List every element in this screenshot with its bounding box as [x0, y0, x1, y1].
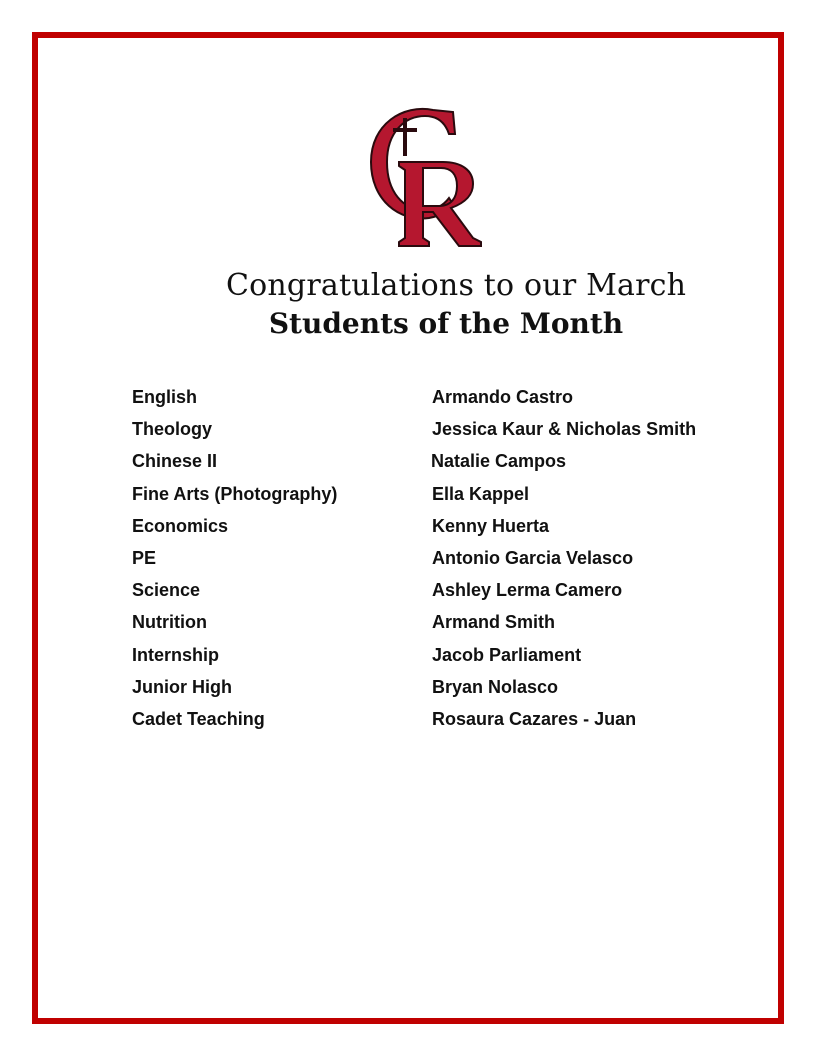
subject-label: Internship [132, 644, 220, 665]
list-item [132, 706, 752, 738]
student-name: Kenny Huerta [432, 515, 550, 536]
students-list [132, 384, 752, 738]
list-item [132, 609, 752, 641]
list-item [132, 674, 752, 706]
student-name: Ella Kappel [432, 483, 530, 504]
student-name: Rosaura Cazares - Juan [432, 708, 637, 729]
subject-label: English [132, 387, 198, 407]
student-name: Natalie Campos [431, 451, 567, 472]
student-name: Jacob Parliament [432, 644, 582, 665]
student-name: Ashley Lerma Camero [432, 580, 623, 601]
subject-label: Chinese II [132, 451, 218, 472]
subject-label: Junior High [132, 676, 232, 697]
heading-line-1: Congratulations to our March [226, 268, 687, 303]
list-item [132, 448, 752, 480]
list-item [132, 545, 752, 577]
list-item [132, 577, 752, 609]
subject-label: Science [132, 580, 201, 601]
school-logo [363, 100, 487, 256]
student-name: Armando Castro [432, 387, 574, 407]
list-item [132, 416, 752, 448]
cr-monogram-icon [363, 100, 487, 256]
subject-label: Economics [132, 515, 229, 536]
subject-label: Cadet Teaching [132, 708, 265, 729]
subject-label: Theology [132, 419, 212, 440]
list-item [132, 513, 752, 545]
subject-label: Fine Arts (Photography) [132, 483, 338, 504]
student-name: Antonio Garcia Velasco [432, 547, 634, 568]
student-name: Jessica Kaur & Nicholas Smith [432, 419, 697, 440]
student-name: Armand Smith [432, 612, 556, 633]
list-item [132, 642, 752, 674]
list-item [132, 481, 752, 513]
subject-label: Nutrition [132, 612, 207, 633]
student-name: Bryan Nolasco [432, 676, 559, 697]
page-title: Students of the Month [268, 307, 624, 340]
subject-label: PE [132, 547, 157, 568]
list-item [132, 384, 752, 416]
